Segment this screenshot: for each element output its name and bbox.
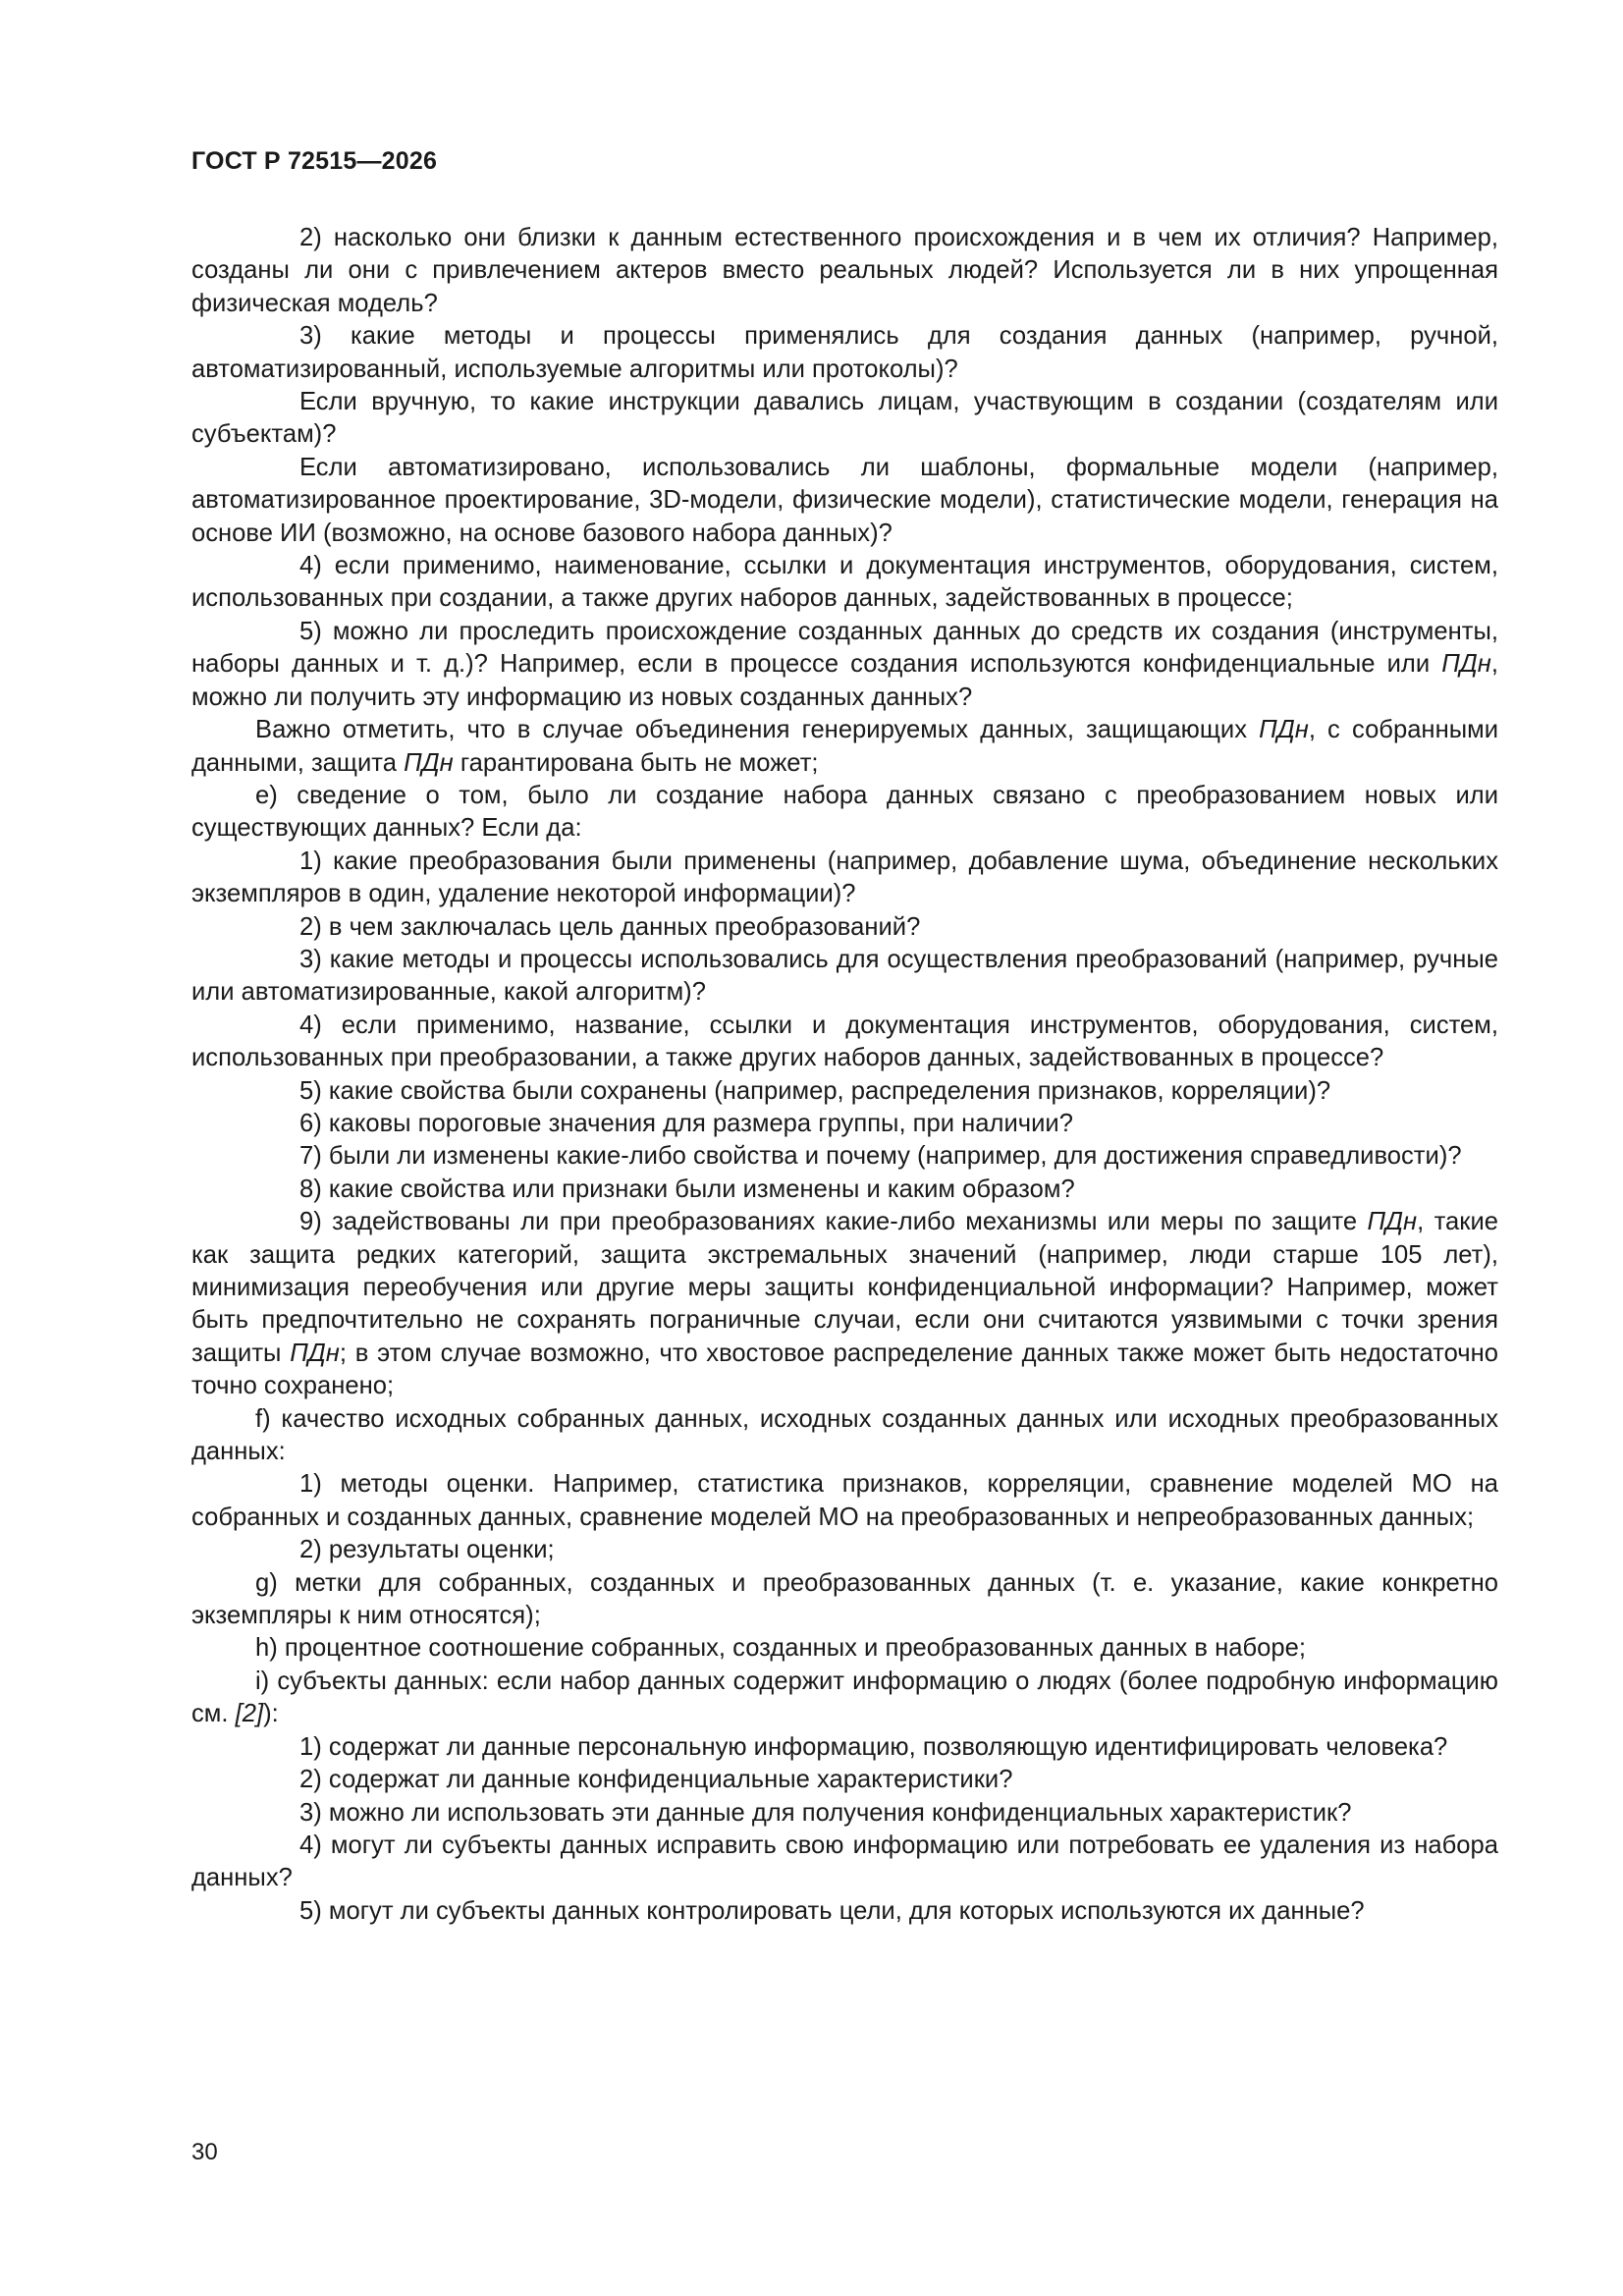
text-run: ): [263, 1700, 279, 1728]
abbreviation-pdn: ПДн [1259, 716, 1309, 744]
text-run: , с собранными данными, защита [191, 716, 1498, 777]
text-run: ; в этом случае возможно, что хвостовое распределение данных также может быть недостаточно точно сохранено; [191, 1339, 1498, 1400]
paragraph [191, 1666, 1498, 1731]
paragraph: 3) какие методы и процессы применялись для создания данных (например, ручной, автоматизированный, используемые алгоритмы или протоколы)? [191, 322, 1498, 383]
paragraph: 3) можно ли использовать эти данные для получения конфиденциальных характеристик? [299, 1798, 1352, 1827]
paragraph: 1) какие преобразования были применены (например, добавление шума, объединение нескольких экземпляров в один, удаление некоторой информации)? [191, 847, 1498, 908]
paragraph: f) качество исходных собранных данных, исходных созданных данных или исходных преобразованных данных: [191, 1404, 1498, 1466]
document-header: ГОСТ Р 72515—2026 [191, 147, 438, 175]
paragraph [191, 714, 1498, 780]
citation-reference: [2] [235, 1700, 264, 1728]
paragraph: 4) могут ли субъекты данных исправить свою информацию или потребовать ее удаления из набора данных? [191, 1831, 1498, 1892]
paragraph: 2) в чем заключалась цель данных преобразований? [299, 912, 921, 941]
paragraph: g) метки для собранных, созданных и преобразованных данных (т. е. указание, какие конкретно экземпляры к ним относятся); [191, 1568, 1498, 1630]
abbreviation-pdn: ПДн [404, 748, 454, 777]
paragraph: 7) были ли изменены какие-либо свойства и почему (например, для достижения справедливости)? [299, 1142, 1462, 1171]
paragraph: Если автоматизировано, использовались ли шаблоны, формальные модели (например, автоматизированное проектирование, 3D-модели, физические модели), статистические модели, генерация на основе ИИ (возможно, на основе базового набора данных)? [191, 453, 1498, 547]
paragraph [191, 1206, 1498, 1402]
paragraph: 2) насколько они близки к данным естественного происхождения и в чем их отличия? Например, созданы ли они с привлечением актеров вместо реальных людей? Используется ли в них упрощенная физическая модель? [191, 224, 1498, 317]
paragraph: 5) какие свойства были сохранены (например, распределения признаков, корреляции)? [299, 1076, 1331, 1105]
paragraph: 4) если применимо, наименование, ссылки и документация инструментов, оборудования, систем, использованных при создании, а также других наборов данных, задействованных в процессе; [191, 552, 1498, 613]
abbreviation-pdn: ПДн [290, 1339, 340, 1367]
paragraph: е) сведение о том, было ли создание набора данных связано с преобразованием новых или существующих данных? Если да: [191, 781, 1498, 843]
document-body [191, 222, 1498, 1928]
paragraph: 5) могут ли субъекты данных контролировать цели, для которых используются их данные? [299, 1896, 1365, 1925]
paragraph: 4) если применимо, название, ссылки и документация инструментов, оборудования, систем, использованных при преобразовании, а также других наборов данных, задействованных в процессе? [191, 1011, 1498, 1072]
abbreviation-pdn: ПДн [1441, 650, 1491, 679]
text-run: 5) можно ли проследить происхождение созданных данных до средств их создания (инструменты, наборы данных и т. д.)? Например, если в процессе создания используются конфиденциальные или [191, 617, 1498, 679]
paragraph: 2) содержат ли данные конфиденциальные характеристики? [299, 1766, 1013, 1794]
text-run: гарантирована быть не может; [453, 748, 819, 777]
text-run: , можно ли получить эту информацию из новых созданных данных? [191, 650, 1498, 711]
text-run: , такие как защита редких категорий, защита экстремальных значений (например, люди старше 105 лет), минимизация переобучения или другие меры защиты конфиденциальной информации? Например, может быть предпочтительно не сохранять пограничные случаи, если они считаются уязвимыми с точки зрения защиты [191, 1208, 1498, 1367]
paragraph: h) процентное соотношение собранных, созданных и преобразованных данных в наборе; [255, 1634, 1306, 1663]
text-run: Важно отметить, что в случае объединения генерируемых данных, защищающих [255, 716, 1260, 744]
paragraph: 1) содержат ли данные персональную информацию, позволяющую идентифицировать человека? [299, 1732, 1448, 1761]
page-number: 30 [191, 2139, 218, 2165]
paragraph: Если вручную, то какие инструкции давались лицам, участвующим в создании (создателям или субъектам)? [191, 388, 1498, 449]
paragraph: 6) каковы пороговые значения для размера группы, при наличии? [299, 1109, 1073, 1137]
paragraph: 3) какие методы и процессы использовались для осуществления преобразований (например, ручные или автоматизированные, какой алгоритм)? [191, 945, 1498, 1007]
paragraph: 2) результаты оценки; [299, 1536, 555, 1564]
paragraph: 8) какие свойства или признаки были изменены и каким образом? [299, 1175, 1075, 1203]
paragraph [191, 616, 1498, 714]
paragraph: 1) методы оценки. Например, статистика признаков, корреляции, сравнение моделей МО на собранных и созданных данных, сравнение моделей МО на преобразованных и непреобразованных данных; [191, 1470, 1498, 1531]
text-run: 9) задействованы ли при преобразованиях какие-либо механизмы или меры по защите [299, 1208, 1368, 1236]
abbreviation-pdn: ПДн [1367, 1208, 1418, 1236]
text-run: i) субъекты данных: если набор данных содержит информацию о людях (более подробную информацию см. [191, 1667, 1498, 1728]
